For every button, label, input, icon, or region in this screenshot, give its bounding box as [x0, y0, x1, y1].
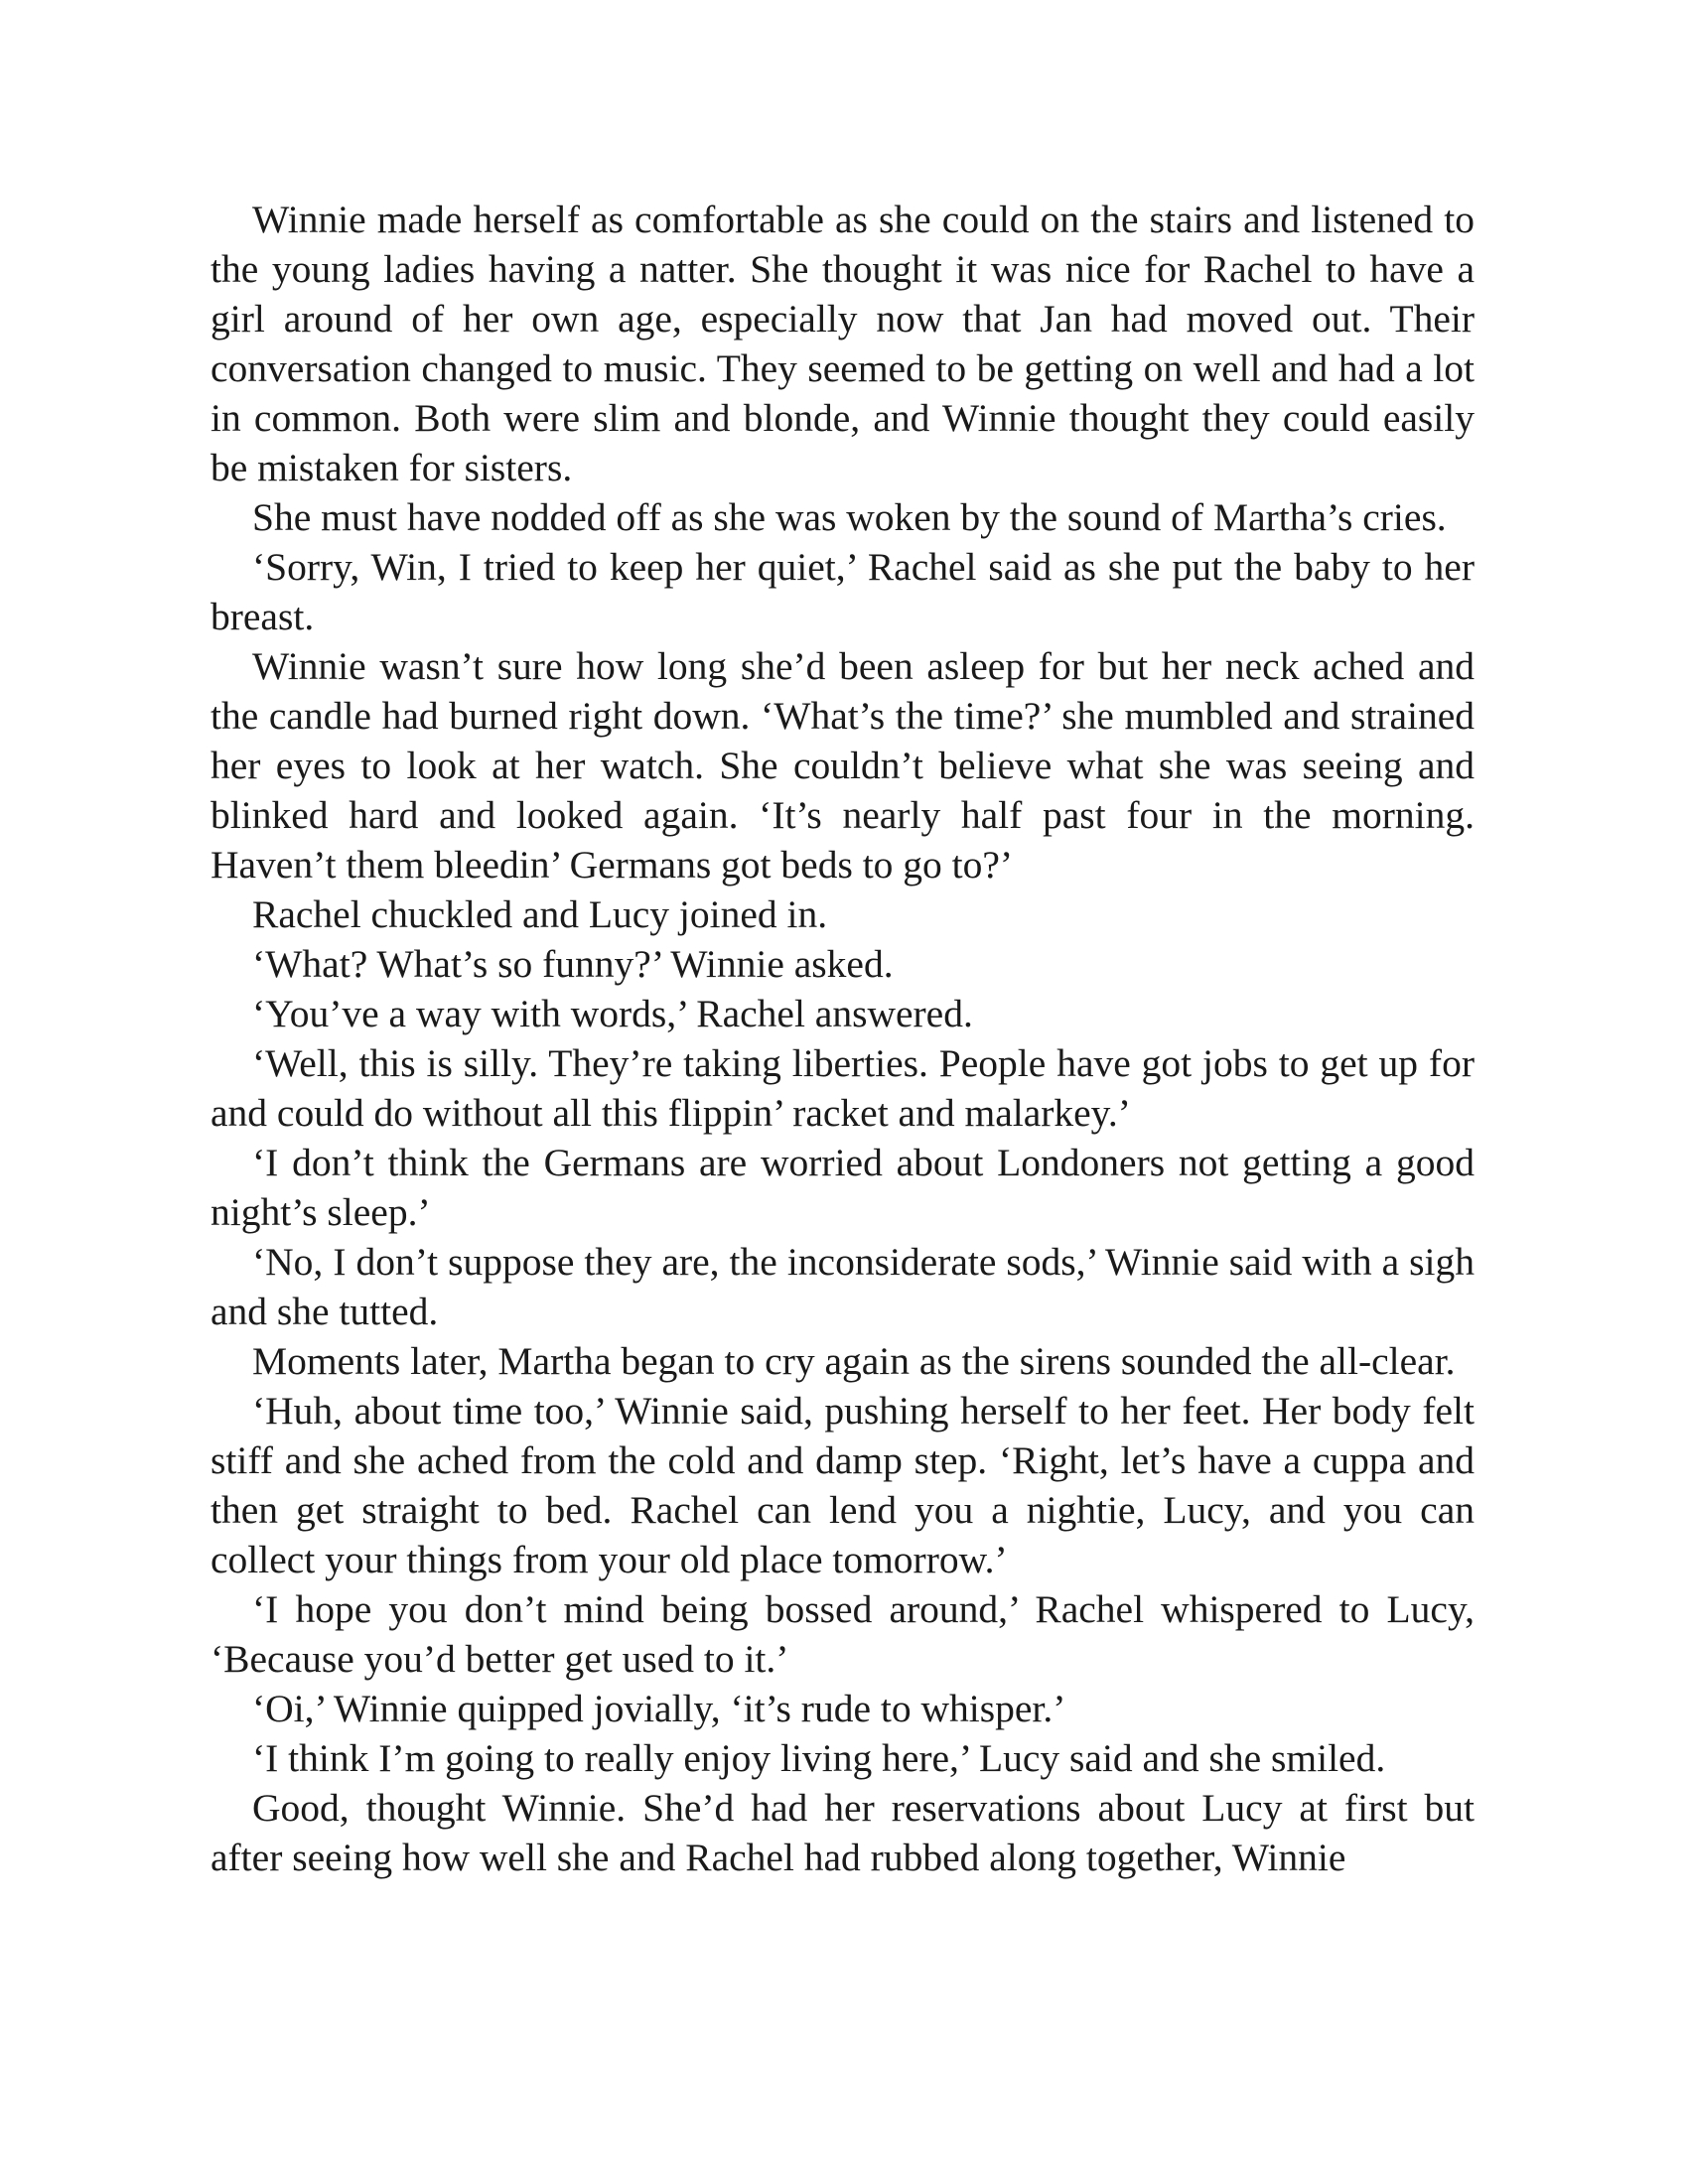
book-page — [211, 195, 1475, 1882]
paragraph-2: She must have nodded off as she was woken by the sound of Martha’s cries. — [252, 495, 1447, 539]
paragraph-15: ‘I think I’m going to really enjoy living here,’ Lucy said and she smiled. — [252, 1736, 1386, 1780]
paragraph-16: Good, thought Winnie. She’d had her reservations about Lucy at first but after seeing how well she and Rachel had rubbed along together, Winnie — [211, 1786, 1475, 1879]
paragraph-3: ‘Sorry, Win, I tried to keep her quiet,’ Rachel said as she put the baby to her breast. — [211, 545, 1475, 638]
paragraph-4: Winnie wasn’t sure how long she’d been asleep for but her neck ached and the candle had burned right down. ‘What’s the time?’ she mumbled and strained her eyes to look at her watch. She couldn’t believe what she was seeing and blinked hard and looked again. ‘It’s nearly half past four in the morning. Haven’t them bleedin’ Germans got beds to go to?’ — [211, 644, 1475, 887]
paragraph-14: ‘Oi,’ Winnie quipped jovially, ‘it’s rude to whisper.’ — [252, 1687, 1066, 1730]
paragraph-12: ‘Huh, about time too,’ Winnie said, pushing herself to her feet. Her body felt stiff and she ached from the cold and damp step. ‘Right, let’s have a cuppa and then get straight to bed. Rachel can lend you a nightie, Lucy, and you can collect your things from your old place tomorrow.’ — [211, 1389, 1475, 1581]
paragraph-13: ‘I hope you don’t mind being bossed around,’ Rachel whispered to Lucy, ‘Because you’d better get used to it.’ — [211, 1587, 1475, 1681]
paragraph-5: Rachel chuckled and Lucy joined in. — [252, 892, 828, 936]
paragraph-6: ‘What? What’s so funny?’ Winnie asked. — [252, 942, 894, 986]
paragraph-11: Moments later, Martha began to cry again as the sirens sounded the all-clear. — [252, 1339, 1456, 1383]
paragraph-9: ‘I don’t think the Germans are worried about Londoners not getting a good night’s sleep.’ — [211, 1141, 1475, 1234]
paragraph-7: ‘You’ve a way with words,’ Rachel answered. — [252, 992, 973, 1035]
paragraph-1: Winnie made herself as comfortable as she could on the stairs and listened to the young ladies having a natter. She thought it was nice for Rachel to have a girl around of her own age, especially now that Jan had moved out. Their conversation changed to music. They seemed to be getting on well and had a lot in common. Both were slim and blonde, and Winnie thought they could easily be mistaken for sisters. — [211, 198, 1475, 489]
paragraph-8: ‘Well, this is silly. They’re taking liberties. People have got jobs to get up for and could do without all this flippin’ racket and malarkey.’ — [211, 1041, 1475, 1135]
paragraph-10: ‘No, I don’t suppose they are, the inconsiderate sods,’ Winnie said with a sigh and she tutted. — [211, 1240, 1475, 1333]
